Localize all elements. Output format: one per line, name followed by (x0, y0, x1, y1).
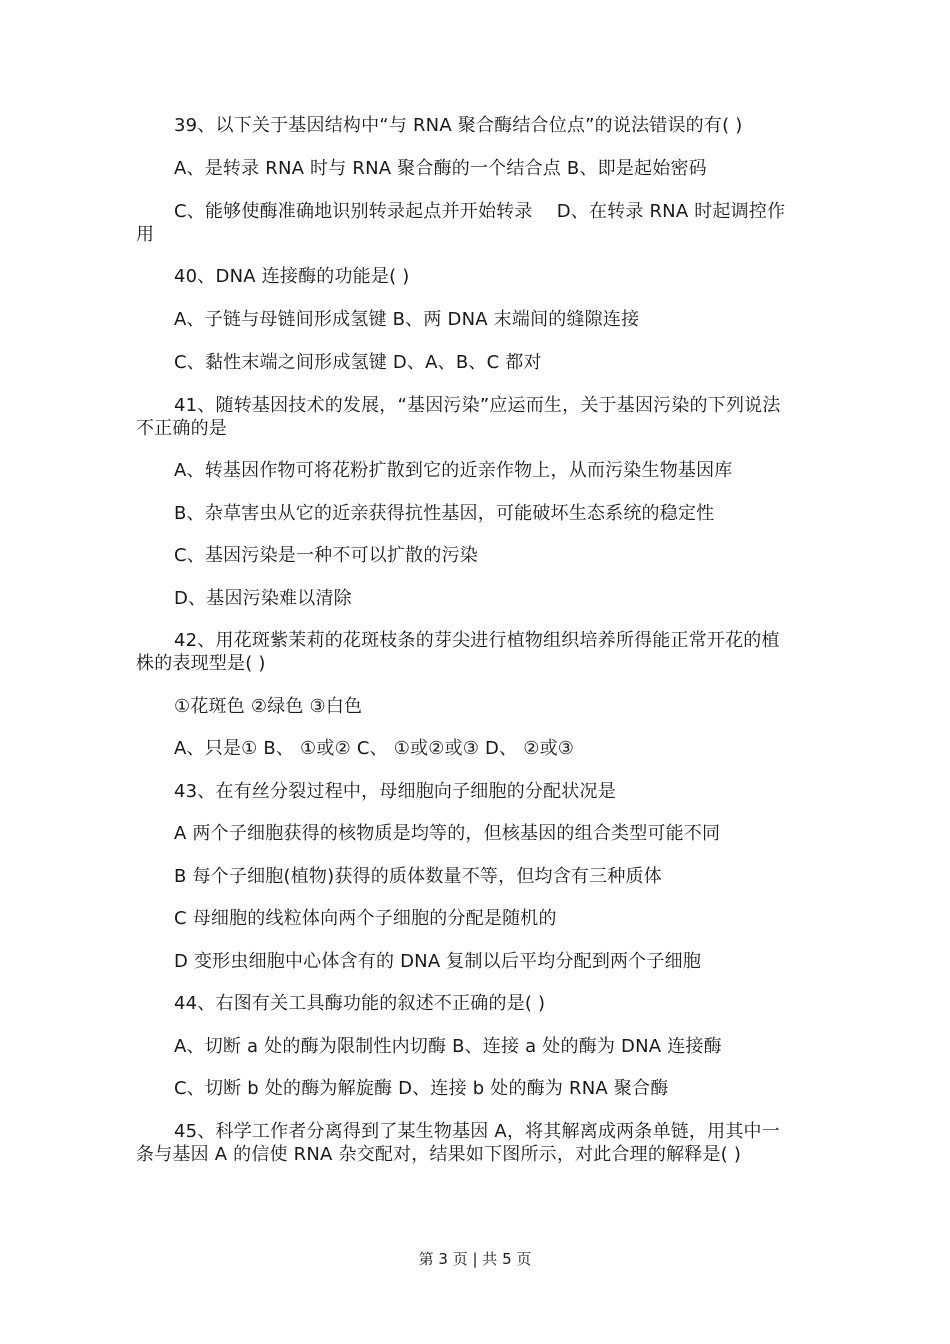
question-45-stem-continued: 条与基因 A 的信使 RNA 杂交配对，结果如下图所示，对此合理的解释是( ) (136, 1144, 742, 1165)
question-41-option-d: D、基因污染难以清除 (174, 588, 352, 609)
question-43-stem: 43、在有丝分裂过程中，母细胞向子细胞的分配状况是 (174, 781, 616, 802)
question-40-option-ab: A、子链与母链间形成氢键 B、两 DNA 末端间的缝隙连接 (174, 309, 640, 330)
question-39-stem: 39、以下关于基因结构中“与 RNA 聚合酶结合位点”的说法错误的有( ) (174, 115, 743, 136)
question-39-option-cd-continued: 用 (136, 224, 155, 245)
question-43-option-a: A 两个子细胞获得的核物质是均等的，但核基因的组合类型可能不同 (174, 823, 721, 844)
question-45-stem: 45、科学工作者分离得到了某生物基因 A，将其解离成两条单链，用其中一 (174, 1121, 780, 1142)
question-43-option-b: B 每个子细胞(植物)获得的质体数量不等，但均含有三种质体 (174, 866, 662, 887)
question-41-stem: 41、随转基因技术的发展，“基因污染”应运而生，关于基因污染的下列说法 (174, 395, 781, 416)
question-41-option-c: C、基因污染是一种不可以扩散的污染 (174, 545, 478, 566)
question-44-option-cd: C、切断 b 处的酶为解旋酶 D、连接 b 处的酶为 RNA 聚合酶 (174, 1078, 669, 1099)
question-40-stem: 40、DNA 连接酶的功能是( ) (174, 266, 410, 287)
question-44-option-ab: A、切断 a 处的酶为限制性内切酶 B、连接 a 处的酶为 DNA 连接酶 (174, 1036, 722, 1057)
question-43-option-d: D 变形虫细胞中心体含有的 DNA 复制以后平均分配到两个子细胞 (174, 951, 702, 972)
question-42-choices: ①花斑色 ②绿色 ③白色 (174, 696, 363, 717)
question-43-option-c: C 母细胞的线粒体向两个子细胞的分配是随机的 (174, 908, 557, 929)
question-39-option-cd: C、能够使酶准确地识别转录起点并开始转录 D、在转录 RNA 时起调控作 (174, 201, 786, 222)
question-42-options: A、只是① B、 ①或② C、 ①或②或③ D、 ②或③ (174, 738, 575, 759)
page-number-footer: 第 3 页 | 共 5 页 (418, 1250, 532, 1268)
question-40-option-cd: C、黏性末端之间形成氢键 D、A、B、C 都对 (174, 352, 542, 373)
question-41-stem-continued: 不正确的是 (136, 418, 227, 439)
question-42-stem-continued: 株的表现型是( ) (136, 653, 266, 674)
question-41-option-b: B、杂草害虫从它的近亲获得抗性基因，可能破坏生态系统的稳定性 (174, 503, 715, 524)
question-44-stem: 44、右图有关工具酶功能的叙述不正确的是( ) (174, 993, 546, 1014)
question-39-option-ab: A、是转录 RNA 时与 RNA 聚合酶的一个结合点 B、即是起始密码 (174, 158, 707, 179)
question-42-stem: 42、用花斑紫茉莉的花斑枝条的芽尖进行植物组织培养所得能正常开花的植 (174, 630, 780, 651)
question-41-option-a: A、转基因作物可将花粉扩散到它的近亲作物上，从而污染生物基因库 (174, 460, 733, 481)
